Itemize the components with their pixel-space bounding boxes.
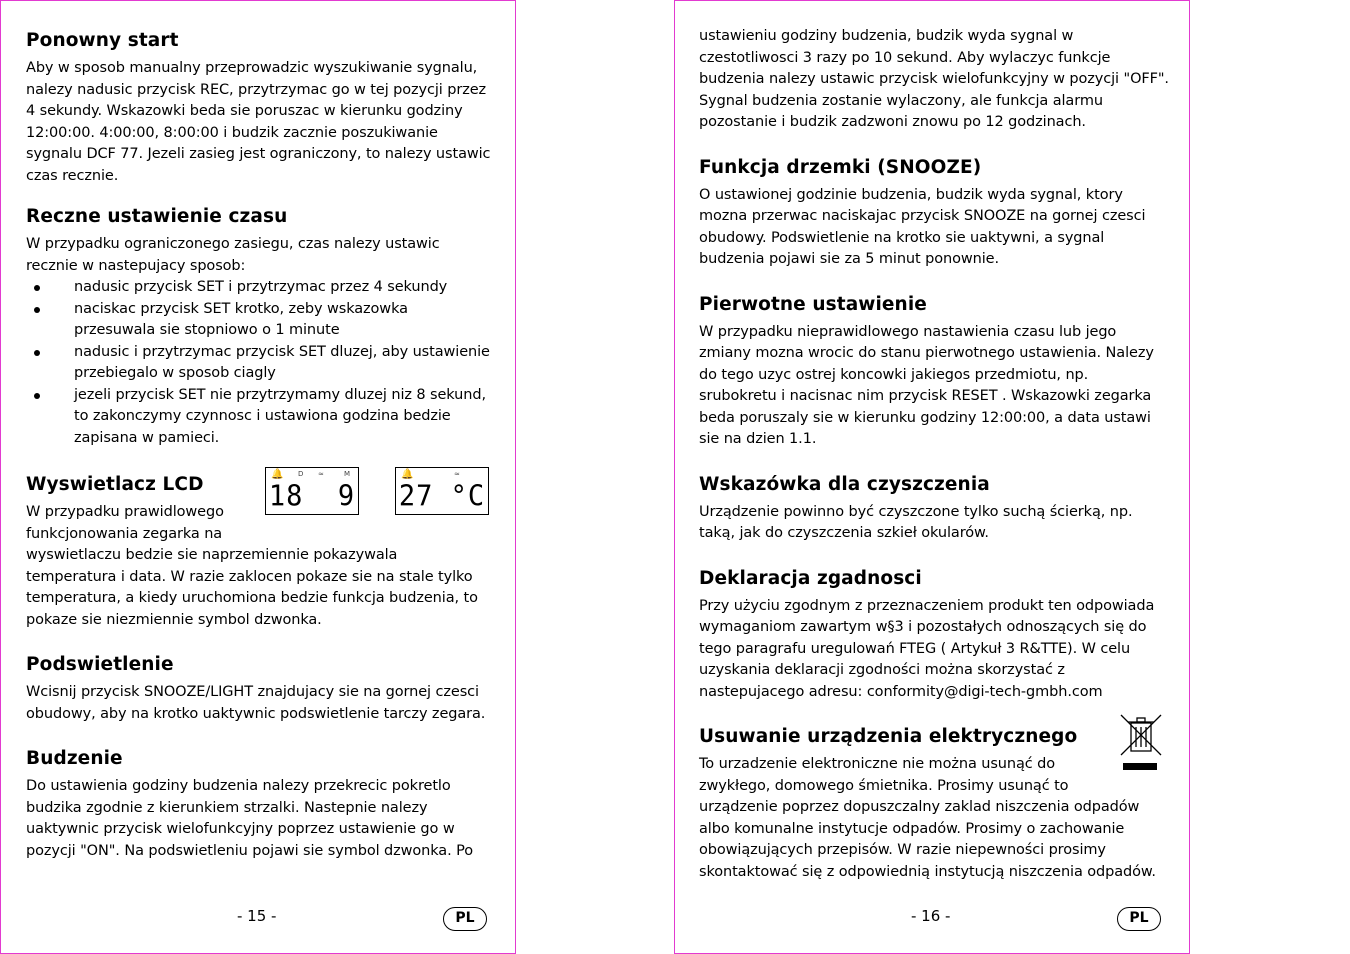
section-title: Wskazówka dla czyszczenia	[699, 473, 990, 495]
bell-icon: 🔔	[271, 469, 284, 480]
section-snooze	[699, 156, 1169, 271]
section-title: Pierwotne ustawienie	[699, 293, 927, 315]
section-body-part1: W przypadku prawidlowego funkcjonowania zegarka na	[26, 504, 224, 542]
bullet-list	[26, 277, 492, 449]
section-body: Przy użyciu zgodnym z przeznaczeniem produkt ten odpowiada wymaganiom zawartym w§3 i pozostałych odnoszących się do tego paragrafu uregulowań FTEG ( Artykuł 3 R&TTE). W celu uzyskania deklaracji zgodności można skorzystać z nastepujacego adresu: conformity@digi-tech-gmbh.com	[699, 597, 1155, 700]
section-body-part2: urządzenie poprzez dopuszczalny zaklad niszczenia odpadów albo komunalne instytucje odpadów. Prosimy o zachowanie obowiązujących przepisów. W razie niepewności prosimy skontaktować się z odpowiednią instytucją niszczenia odpadów.	[699, 799, 1156, 880]
section-disposal	[699, 725, 1169, 883]
section-alarm-continued	[699, 26, 1169, 134]
section-body-part1: To urzadzenie elektroniczne nie można usunąć do zwykłego, domowego śmietnika. Prosimy usunąć to	[699, 756, 1069, 794]
section-conformity	[699, 567, 1169, 704]
left-page	[0, 0, 516, 954]
section-title: Deklaracja zgadnosci	[699, 567, 922, 589]
section-title: Usuwanie urządzenia elektrycznego	[699, 726, 1078, 747]
language-badge: PL	[443, 907, 487, 931]
section-reset	[699, 293, 1169, 451]
right-page-content	[699, 26, 1169, 901]
section-title: Wyswietlacz LCD	[26, 474, 204, 495]
section-title: Funkcja drzemki (SNOOZE)	[699, 156, 982, 178]
left-page-content	[26, 29, 492, 880]
section-body: Do ustawienia godziny budzenia nalezy przekrecic pokretlo budzika zgodnie z kierunkiem strzalki. Nastepnie nalezy uaktywnic przycisk wielofunkcyjny poprzez ustawienie go w pozycji "ON". Na podswietleniu pojawi sie symbol dzwonka. Po	[26, 778, 474, 859]
signal-icon: ≈	[454, 470, 460, 478]
section-title: Podswietlenie	[26, 654, 174, 675]
section-body: Aby w sposob manualny przeprowadzic wyszukiwanie sygnalu, nalezy nadusic przycisk REC, przytrzymac go w tej pozycji przez 4 sekundy. Wskazowki beda sie poruszac w kierunku godziny 12:00:00. 4:00:00, 8:00:00 i budzik zacznie poszukiwanie sygnalu DCF 77. Jezeli zasieg jest ograniczony, to nalezy ustawic czas recznie.	[26, 60, 491, 184]
section-body: Urządzenie powinno być czyszczone tylko suchą ścierką, np. taką, jak do czyszczenia szkieł okularów.	[699, 503, 1133, 541]
section-cleaning	[699, 473, 1169, 545]
section-lcd	[26, 469, 492, 631]
lcd-digits: 27 °C	[398, 480, 486, 513]
crossed-bin-icon	[1119, 713, 1163, 773]
section-title: Budzenie	[26, 748, 123, 769]
lcd-display-date	[265, 467, 359, 515]
section-body-part2: wyswietlaczu bedzie sie naprzemiennie pokazywala temperatura i data. W razie zaklocen pokaze sie na stale tylko temperatura, a kiedy uruchomiona bedzie funkcja budzenia, to pokaze sie niezmiennie symbol dzwonka.	[26, 547, 478, 628]
section-manual-time	[26, 205, 492, 449]
section-body: ustawieniu godziny budzenia, budzik wyda sygnal w czestotliwosci 3 razy po 10 sekund. Aby wylaczyc funkcje budzenia nalezy ustawic przycisk wielofunkcyjny w pozycji "OFF". Sygnal budzenia zostanie wylaczony, ale funkcja alarmu pozostanie i budzik zadzwoni znowu po 12 godzinach.	[699, 28, 1169, 130]
section-restart	[26, 29, 492, 187]
page-number: - 16 -	[911, 907, 951, 925]
page-number: - 15 -	[237, 907, 277, 925]
list-item: naciskac przycisk SET krotko, zeby wskazowka przesuwala sie stopniowo o 1 minute	[26, 299, 492, 342]
section-alarm	[26, 747, 492, 862]
lcd-label-m: M	[344, 470, 351, 478]
right-page	[674, 0, 1190, 954]
lcd-digits: 18 9	[268, 480, 356, 513]
section-body: W przypadku nieprawidlowego nastawienia czasu lub jego zmiany mozna wrocic do stanu pierwotnego ustawienia. Nalezy do tego uzyc ostrej koncowki jakiegos przedmiotu, np. srubokretu i nacisnac nim przycisk RESET . Wskazowki zegarka beda poruszaly sie w kierunku godziny 12:00:00, a data ustawi sie na dzien 1.1.	[699, 323, 1154, 447]
list-item: nadusic i przytrzymac przycisk SET dluzej, aby ustawienie przebiegalo w sposob ciagly	[26, 342, 492, 385]
list-item: jezeli przycisk SET nie przytrzymamy dluzej niz 8 sekund, to zakonczymy czynnosc i ustawiona godzina bedzie zapisana w pamieci.	[26, 385, 492, 450]
language-badge: PL	[1117, 907, 1161, 931]
section-intro: W przypadku ograniczonego zasiegu, czas nalezy ustawic recznie w nastepujacy sposob:	[26, 236, 440, 274]
section-backlight	[26, 653, 492, 725]
list-item: nadusic przycisk SET i przytrzymac przez 4 sekundy	[26, 277, 492, 299]
signal-icon: ≈	[318, 470, 324, 478]
section-body: Wcisnij przycisk SNOOZE/LIGHT znajdujacy sie na gornej czesci obudowy, aby na krotko uaktywnic podswietlenie tarczy zegara.	[26, 684, 486, 722]
bell-icon: 🔔	[401, 469, 414, 480]
lcd-label-d: D	[298, 470, 304, 478]
lcd-display-temperature	[395, 467, 489, 515]
section-title: Ponowny start	[26, 30, 179, 51]
section-title: Reczne ustawienie czasu	[26, 206, 288, 227]
section-body: O ustawionej godzinie budzenia, budzik wyda sygnal, ktory mozna przerwac naciskajac przycisk SNOOZE na gornej czesci obudowy. Podswietlenie na krotko sie uaktywni, a sygnal budzenia pojawi sie za 5 minut ponownie.	[699, 186, 1146, 267]
